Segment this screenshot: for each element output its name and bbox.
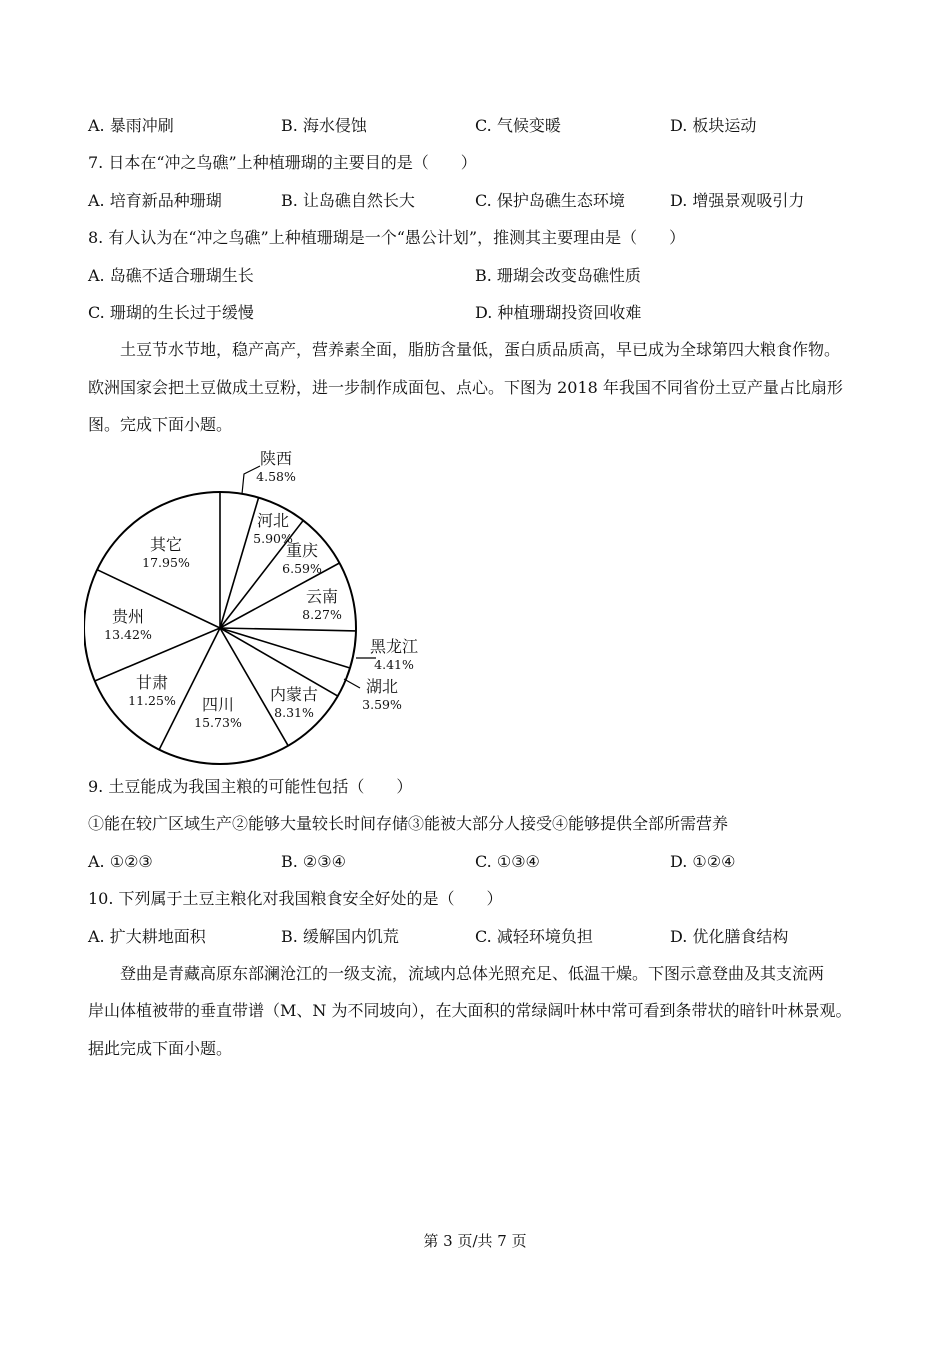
q7-stem: 7. 日本在“冲之鸟礁”上种植珊瑚的主要目的是（ ） — [88, 153, 477, 172]
pie-value-label-6: 3.59% — [362, 697, 402, 712]
potato-passage-line-3: 图。完成下面小题。 — [88, 415, 233, 434]
pie-value-label-5: 4.41% — [374, 657, 414, 672]
q7-option-d[interactable]: D. 增强景观吸引力 — [670, 191, 805, 210]
q7-option-c[interactable]: C. 保护岛礁生态环境 — [475, 191, 625, 210]
q10-option-d[interactable]: D. 优化膳食结构 — [670, 927, 789, 946]
pie-value-label-2: 5.90% — [253, 531, 293, 546]
pie-label-1: 陕西 — [259, 449, 293, 468]
potato-passage-line-2: 欧洲国家会把土豆做成土豆粉，进一步制作成面包、点心。下图为 2018 年我国不同省份土豆产量占比扇形 — [88, 378, 843, 397]
q7-option-a[interactable]: A. 培育新品种珊瑚 — [88, 191, 222, 210]
q8-stem: 8. 有人认为在“冲之鸟礁”上种植珊瑚是一个“愚公计划”，推测其主要理由是（ ） — [88, 228, 686, 247]
potato-passage-line-1: 土豆节水节地，稳产高产，营养素全面，脂肪含量低，蛋白质品质高，早已成为全球第四大粮食作物。 — [120, 340, 841, 359]
q9-option-c[interactable]: C. ①③④ — [475, 852, 540, 871]
pie-label-9: 甘肃 — [135, 673, 169, 692]
dengqu-passage-line-1: 登曲是青藏高原东部澜沧江的一级支流，流域内总体光照充足、低温干燥。下图示意登曲及其支流两 — [120, 964, 825, 983]
dengqu-passage-line-2: 岸山体植被带的垂直带谱（M、N 为不同坡向），在大面积的常绿阔叶林中常可看到条带状的暗针叶林景观。 — [88, 1001, 852, 1020]
pie-label-5: 黑龙江 — [369, 637, 419, 656]
q6-option-a[interactable]: A. 暴雨冲刷 — [88, 116, 174, 135]
q10-option-a[interactable]: A. 扩大耕地面积 — [88, 927, 206, 946]
q8-option-c[interactable]: C. 珊瑚的生长过于缓慢 — [88, 303, 254, 322]
pie-value-label-1: 4.58% — [256, 469, 296, 484]
q10-option-b[interactable]: B. 缓解国内饥荒 — [281, 927, 399, 946]
q8-option-d[interactable]: D. 种植珊瑚投资回收难 — [475, 303, 642, 322]
pie-label-3: 重庆 — [285, 541, 319, 560]
q8-option-a[interactable]: A. 岛礁不适合珊瑚生长 — [88, 266, 254, 285]
pie-label-8: 四川 — [201, 695, 235, 714]
q9-option-a[interactable]: A. ①②③ — [88, 852, 153, 871]
pie-label-10: 贵州 — [111, 607, 145, 626]
q10-option-c[interactable]: C. 减轻环境负担 — [475, 927, 593, 946]
pie-value-label-7: 8.31% — [274, 705, 314, 720]
pie-label-6: 湖北 — [365, 677, 399, 696]
pie-callout-6 — [344, 679, 360, 688]
q9-statements: ①能在较广区域生产②能够大量较长时间存储③能被大部分人接受④能够提供全部所需营养 — [88, 814, 729, 833]
pie-value-label-3: 6.59% — [282, 561, 322, 576]
pie-label-7: 内蒙古 — [269, 685, 319, 704]
pie-label-11: 其它 — [149, 535, 183, 554]
q6-option-c[interactable]: C. 气候变暖 — [475, 116, 561, 135]
q6-option-d[interactable]: D. 板块运动 — [670, 116, 757, 135]
q8-option-b[interactable]: B. 珊瑚会改变岛礁性质 — [475, 266, 641, 285]
q9-option-b[interactable]: B. ②③④ — [281, 852, 346, 871]
potato-pie-chart — [84, 446, 424, 766]
dengqu-passage-line-3: 据此完成下面小题。 — [88, 1039, 233, 1058]
pie-label-2: 河北 — [256, 511, 290, 530]
page-number-footer: 第 3 页/共 7 页 — [423, 1232, 527, 1250]
pie-label-4: 云南 — [305, 587, 339, 606]
pie-value-label-8: 15.73% — [194, 715, 242, 730]
pie-value-label-11: 17.95% — [142, 555, 190, 570]
q7-option-b[interactable]: B. 让岛礁自然长大 — [281, 191, 415, 210]
q6-option-b[interactable]: B. 海水侵蚀 — [281, 116, 367, 135]
pie-value-label-9: 11.25% — [128, 693, 176, 708]
pie-value-label-4: 8.27% — [302, 607, 342, 622]
pie-value-label-10: 13.42% — [104, 627, 152, 642]
q10-stem: 10. 下列属于土豆主粮化对我国粮食安全好处的是（ ） — [88, 889, 503, 908]
q9-stem: 9. 土豆能成为我国主粮的可能性包括（ ） — [88, 777, 413, 796]
q9-option-d[interactable]: D. ①②④ — [670, 852, 736, 871]
